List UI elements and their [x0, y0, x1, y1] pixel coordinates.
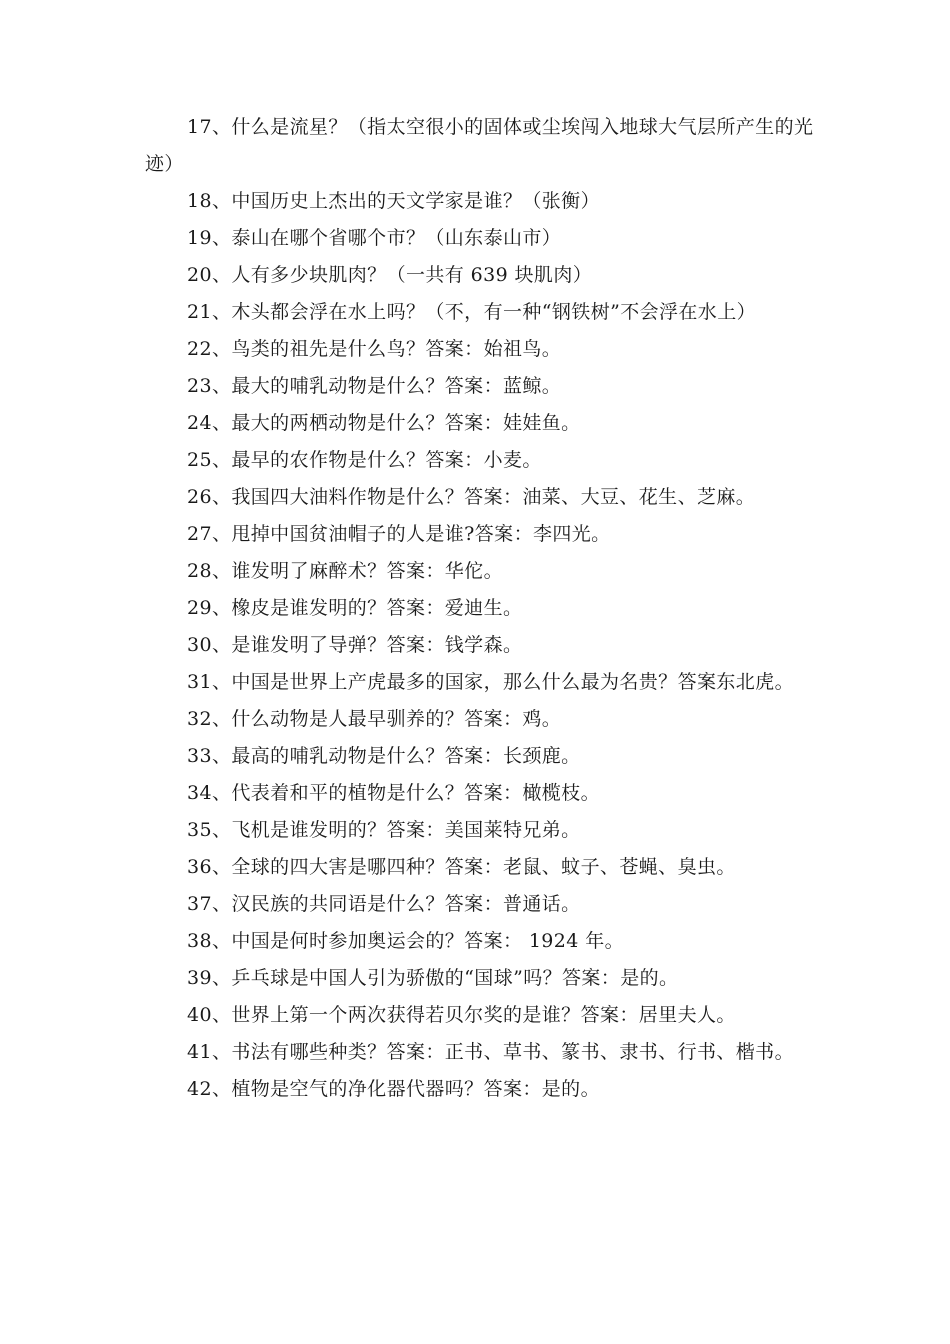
qa-item-24: 24、最大的两栖动物是什么？答案：娃娃鱼。	[187, 412, 581, 434]
qa-item-27: 27、甩掉中国贫油帽子的人是谁?答案：李四光。	[187, 523, 611, 545]
qa-list	[145, 109, 825, 1108]
qa-item-38: 38、中国是何时参加奥运会的？答案： 1924 年。	[187, 930, 625, 952]
qa-item-26: 26、我国四大油料作物是什么？答案：油菜、大豆、花生、芝麻。	[187, 486, 756, 508]
qa-item-29: 29、橡皮是谁发明的？答案：爱迪生。	[187, 597, 523, 619]
qa-item-34: 34、代表着和平的植物是什么？答案：橄榄枝。	[187, 782, 600, 804]
qa-item-35: 35、飞机是谁发明的？答案：美国莱特兄弟。	[187, 819, 581, 841]
qa-item-25: 25、最早的农作物是什么？答案：小麦。	[187, 449, 542, 471]
qa-item-39: 39、乒乓球是中国人引为骄傲的“国球”吗？答案：是的。	[187, 967, 679, 989]
qa-item-22: 22、鸟类的祖先是什么鸟？答案：始祖鸟。	[187, 338, 562, 360]
qa-item-37: 37、汉民族的共同语是什么？答案：普通话。	[187, 893, 581, 915]
qa-item-28: 28、谁发明了麻醉术？答案：华佗。	[187, 560, 503, 582]
qa-item-33: 33、最高的哺乳动物是什么？答案：长颈鹿。	[187, 745, 581, 767]
qa-item-42: 42、植物是空气的净化器代器吗？答案：是的。	[187, 1078, 600, 1100]
qa-item-30: 30、是谁发明了导弹？答案：钱学森。	[187, 634, 523, 656]
qa-item-17: 17、什么是流星？（指太空很小的固体或尘埃闯入地球大气层所产生的光迹）	[145, 116, 814, 175]
qa-item-23: 23、最大的哺乳动物是什么？答案：蓝鲸。	[187, 375, 562, 397]
qa-item-36: 36、全球的四大害是哪四种？答案：老鼠、蚊子、苍蝇、臭虫。	[187, 856, 736, 878]
qa-item-18: 18、中国历史上杰出的天文学家是谁？（张衡）	[187, 190, 600, 212]
qa-item-41: 41、书法有哪些种类？答案：正书、草书、篆书、隶书、行书、楷书。	[187, 1041, 794, 1063]
qa-item-31: 31、中国是世界上产虎最多的国家，那么什么最为名贵？答案东北虎。	[187, 671, 794, 693]
qa-item-20: 20、人有多少块肌肉？（一共有 639 块肌肉）	[187, 264, 593, 286]
qa-item-19: 19、泰山在哪个省哪个市？（山东泰山市）	[187, 227, 562, 249]
qa-item-32: 32、什么动物是人最早驯养的？答案：鸡。	[187, 708, 562, 730]
qa-item-21: 21、木头都会浮在水上吗？（不，有一种“钢铁树”不会浮在水上）	[187, 301, 757, 323]
qa-item-40: 40、世界上第一个两次获得若贝尔奖的是谁？答案：居里夫人。	[187, 1004, 736, 1026]
